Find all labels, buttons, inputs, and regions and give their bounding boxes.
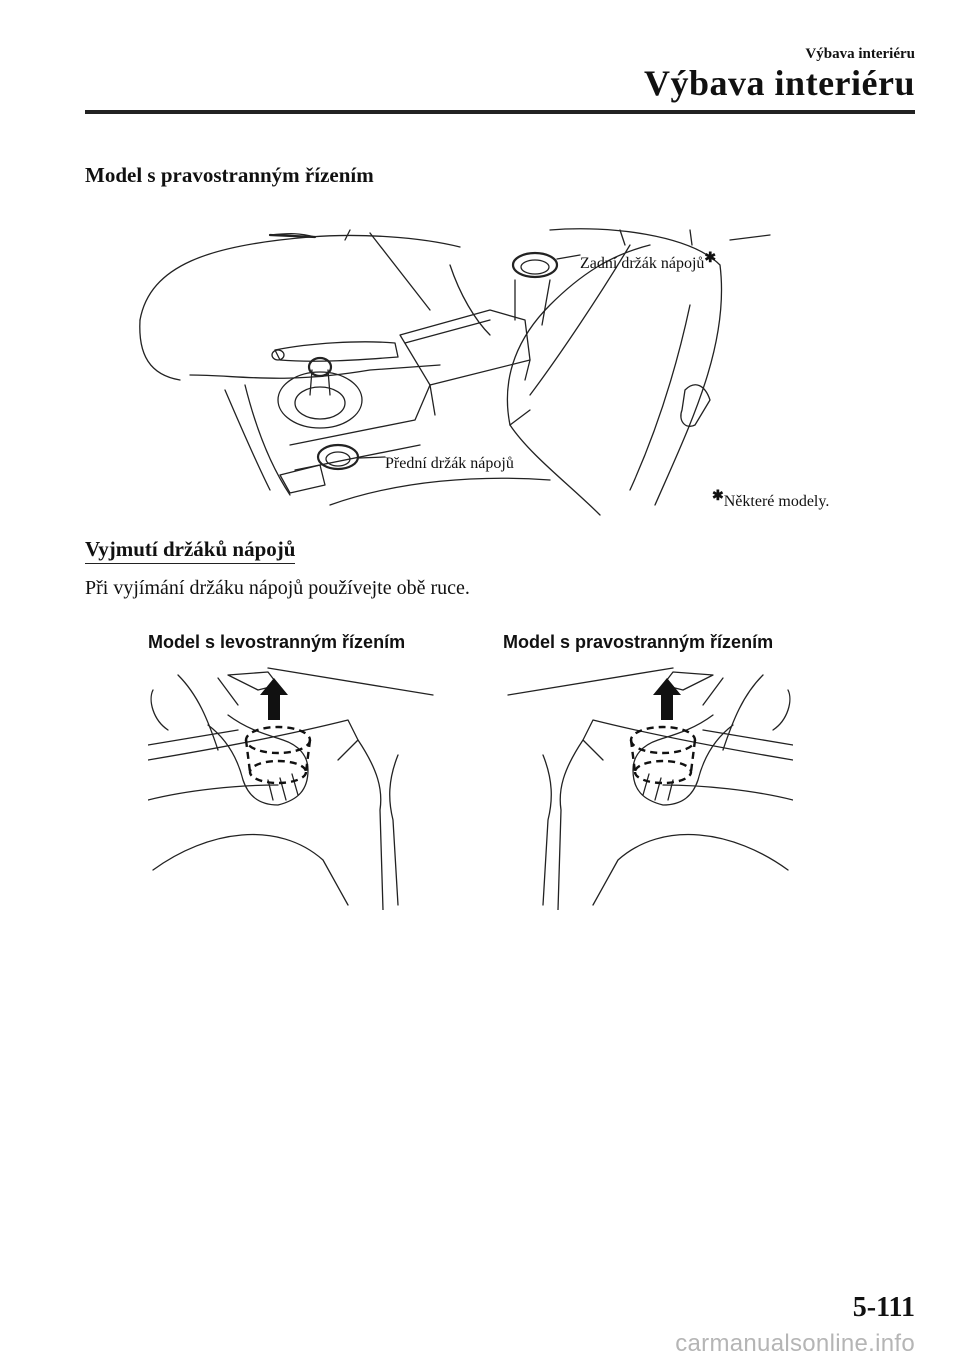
running-header-title: Výbava interiéru — [644, 63, 915, 103]
section-heading-rhd-model: Model s pravostranným řízením — [85, 163, 374, 187]
figure-label-rhd: Model s pravostranným řízením — [503, 632, 774, 652]
callout-front-cup-holder: Přední držák nápojů — [385, 455, 514, 472]
callout-rear-cup-holder: Zadní držák nápojů✱ — [580, 251, 717, 272]
header-rule — [85, 110, 915, 114]
center-console-illustration — [130, 225, 870, 520]
asterisk-icon: ✱ — [712, 489, 724, 504]
instruction-text: Při vyjímání držáku nápojů používejte obě ruce. — [85, 577, 470, 599]
footnote-some-models: ✱Některé modely. — [712, 489, 830, 510]
section-heading-removing-cup-holders: Vyjmutí držáků nápojů — [85, 537, 295, 564]
watermark: carmanualsonline.info — [675, 1330, 915, 1357]
running-header-small: Výbava interiéru — [805, 46, 915, 62]
page-number: 5-111 — [852, 1292, 915, 1323]
rhd-removal-illustration — [503, 660, 793, 910]
lhd-removal-illustration — [148, 660, 438, 910]
figure-label-lhd: Model s levostranným řízením — [148, 632, 406, 652]
